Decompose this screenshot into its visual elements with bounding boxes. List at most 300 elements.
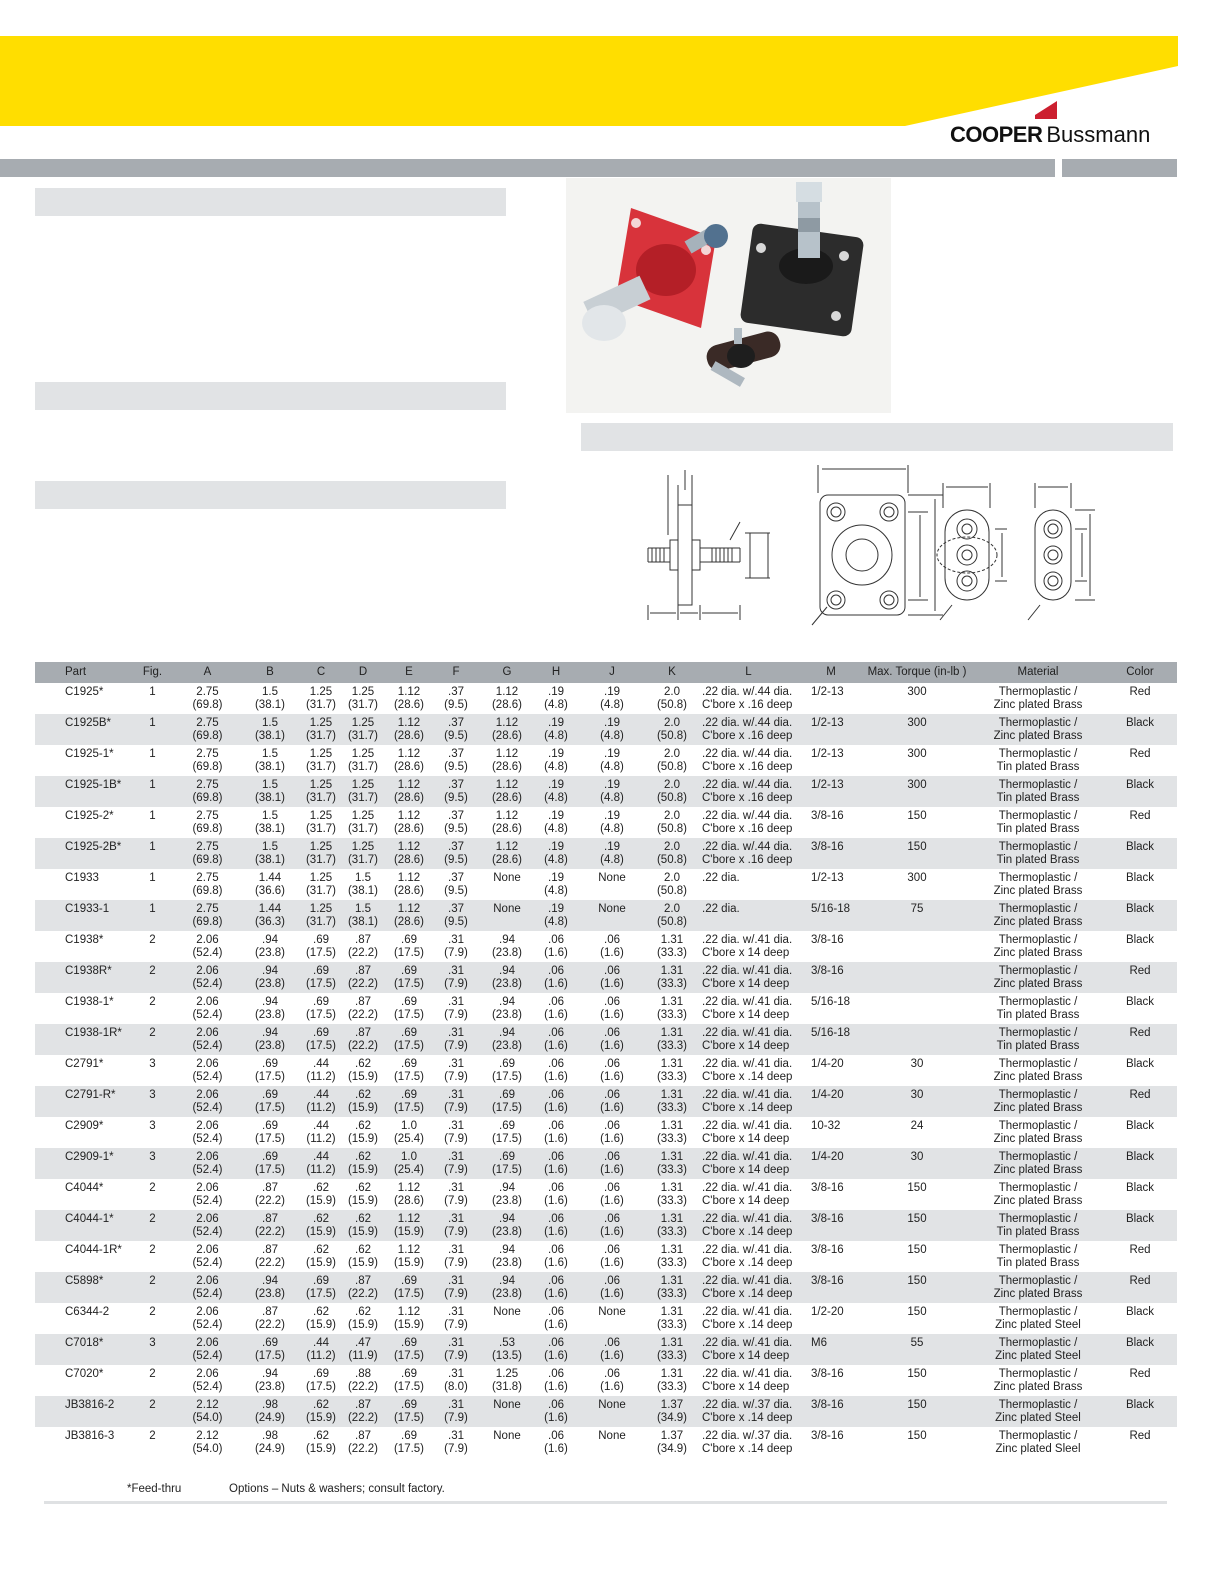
cell-fig [130, 1272, 175, 1303]
cell-mat [973, 869, 1103, 900]
cell-l-value: .22 dia. [702, 903, 740, 915]
cell-c [300, 838, 342, 869]
cell-f-value: .31 [448, 1027, 464, 1039]
cell-torque-value: 55 [910, 1337, 924, 1349]
cell-color [1103, 714, 1177, 745]
cell-m [801, 776, 861, 807]
header-gray-bar [0, 159, 1055, 177]
cell-b-value: .69 [262, 1058, 278, 1070]
cell-e-secondary: (17.5) [393, 1102, 425, 1114]
cell-k [648, 962, 696, 993]
cell-d-value: .87 [355, 996, 371, 1008]
cell-f [434, 1396, 478, 1427]
cell-d [342, 993, 384, 1024]
column-header: K [648, 662, 696, 683]
cell-l [696, 683, 801, 714]
cell-d-secondary: (15.9) [347, 1071, 379, 1083]
cell-a [175, 869, 240, 900]
cell-mat-value: Thermoplastic / [998, 1213, 1078, 1225]
cell-a-secondary: (69.8) [192, 854, 223, 866]
table-row [35, 1396, 1177, 1427]
cell-a-secondary: (52.4) [192, 978, 223, 990]
cell-k [648, 807, 696, 838]
cell-d-value: .62 [355, 1213, 371, 1225]
cell-j-value: .06 [604, 1275, 620, 1287]
cell-h-value: .06 [548, 1399, 564, 1411]
cell-e-secondary: (28.6) [393, 699, 425, 711]
cell-d [342, 1272, 384, 1303]
cell-f-secondary: (7.9) [444, 1133, 468, 1145]
cell-a [175, 683, 240, 714]
cell-d-secondary: (31.7) [347, 761, 379, 773]
cell-e [384, 1024, 434, 1055]
cell-color-value: Black [1125, 1151, 1155, 1163]
cell-c-secondary: (17.5) [305, 1381, 337, 1393]
cell-d-secondary: (22.2) [347, 1288, 379, 1300]
cell-e-value: 1.12 [397, 1306, 421, 1318]
cell-k-value: 2.0 [664, 748, 680, 760]
cell-d-secondary: (15.9) [347, 1102, 379, 1114]
cell-f-secondary: (7.9) [444, 1164, 468, 1176]
cell-g-value: .53 [499, 1337, 515, 1349]
cell-a [175, 1179, 240, 1210]
cell-h-secondary: (1.6) [544, 1257, 568, 1269]
cell-h-secondary: (1.6) [544, 1040, 568, 1052]
cell-a-value: 2.75 [196, 903, 219, 915]
cell-fig [130, 1024, 175, 1055]
cell-b [240, 1365, 300, 1396]
cell-j-value: .19 [604, 810, 620, 822]
cell-fig [130, 807, 175, 838]
cell-b-value: 1.5 [262, 748, 278, 760]
cell-a-value: 2.06 [196, 1306, 219, 1318]
cell-c-value: 1.25 [309, 686, 333, 698]
cell-e-secondary: (17.5) [393, 1443, 425, 1455]
cell-fig [130, 838, 175, 869]
cell-g [478, 993, 536, 1024]
cell-h-secondary: (1.6) [544, 1350, 568, 1362]
cell-torque-value: 30 [910, 1151, 924, 1163]
cell-e-secondary: (28.6) [393, 823, 425, 835]
cell-f-value: .31 [448, 996, 464, 1008]
cell-torque [861, 683, 973, 714]
cell-g-value: .69 [499, 1058, 515, 1070]
cell-m-value: 5/16-18 [811, 1027, 851, 1039]
cell-l [696, 1396, 801, 1427]
cell-c-secondary: (17.5) [305, 947, 337, 959]
cell-c [300, 1241, 342, 1272]
table-row [35, 1086, 1177, 1117]
cell-k-secondary: (33.3) [656, 1319, 688, 1331]
cell-f-value: .31 [448, 1213, 464, 1225]
cell-d-value: .62 [355, 1244, 371, 1256]
cell-e-secondary: (25.4) [393, 1133, 425, 1145]
cell-h [536, 1272, 576, 1303]
cell-b-value: .94 [262, 1027, 278, 1039]
cell-d [342, 745, 384, 776]
cell-a [175, 1334, 240, 1365]
cell-b [240, 683, 300, 714]
cell-color-value: Red [1129, 1275, 1151, 1287]
cell-g [478, 931, 536, 962]
cell-fig [130, 931, 175, 962]
cell-mat-secondary: Tin plated Brass [996, 1226, 1080, 1238]
cell-torque [861, 1117, 973, 1148]
cell-e-value: .69 [401, 1368, 417, 1380]
cell-h-value: .06 [548, 1182, 564, 1194]
cell-mat-secondary: Zinc plated Brass [993, 1195, 1083, 1207]
cell-a [175, 1148, 240, 1179]
cell-g-value: 1.12 [495, 810, 519, 822]
table-row [35, 1024, 1177, 1055]
cell-j-secondary: (4.8) [600, 761, 624, 773]
cell-e-value: 1.12 [397, 903, 421, 915]
cell-torque-value: 150 [907, 1368, 927, 1380]
cell-g-secondary: (28.6) [491, 730, 523, 742]
cell-j-secondary: (1.6) [600, 1226, 624, 1238]
table-row [35, 1148, 1177, 1179]
cell-a-secondary: (52.4) [192, 1257, 223, 1269]
cell-k-value: 1.31 [660, 1151, 684, 1163]
cell-mat-value: Thermoplastic / [998, 1151, 1078, 1163]
cell-mat-value: Thermoplastic / [998, 810, 1078, 822]
cell-part-value: C1925* [65, 686, 104, 698]
cell-g-value: 1.12 [495, 841, 519, 853]
cell-c-secondary: (15.9) [305, 1195, 337, 1207]
cell-k-value: 2.0 [664, 841, 680, 853]
cell-e-secondary: (28.6) [393, 761, 425, 773]
side-view-drawing [648, 470, 770, 620]
cell-mat-secondary: Zinc plated Steel [995, 1319, 1081, 1331]
cell-g [478, 1210, 536, 1241]
cell-f [434, 1272, 478, 1303]
cell-h-value: .06 [548, 1058, 564, 1070]
cell-color [1103, 1396, 1177, 1427]
cell-k-value: 1.31 [660, 1027, 684, 1039]
cell-g [478, 776, 536, 807]
cell-c-secondary: (15.9) [305, 1226, 337, 1238]
cell-c-value: .62 [313, 1399, 329, 1411]
cell-l-value: .22 dia. [702, 872, 740, 884]
cell-d [342, 1427, 384, 1458]
cell-mat-secondary: Zinc plated Brass [993, 885, 1083, 897]
cell-g-secondary: (23.8) [491, 1226, 523, 1238]
cell-m [801, 1148, 861, 1179]
cell-a-secondary: (52.4) [192, 1102, 223, 1114]
cell-part [35, 1117, 130, 1148]
cell-c-value: .69 [313, 1275, 329, 1287]
cell-b [240, 1117, 300, 1148]
cell-g [478, 1055, 536, 1086]
column-header: Material [973, 662, 1103, 683]
column-header: Color [1103, 662, 1177, 683]
cell-b [240, 745, 300, 776]
cell-f [434, 1179, 478, 1210]
cell-b [240, 962, 300, 993]
cell-g [478, 1179, 536, 1210]
cell-g [478, 807, 536, 838]
cell-j-value: .06 [604, 996, 620, 1008]
cell-j [576, 1210, 648, 1241]
cell-g-value: None [493, 1399, 521, 1411]
cell-l-secondary: C'bore x .14 deep [702, 1257, 793, 1269]
cell-color [1103, 745, 1177, 776]
footnote-options: Options – Nuts & washers; consult factory. [229, 1483, 445, 1495]
cell-f-value: .37 [448, 841, 464, 853]
cell-h [536, 1241, 576, 1272]
cell-m [801, 993, 861, 1024]
cell-part [35, 1427, 130, 1458]
cell-part [35, 838, 130, 869]
cell-torque [861, 776, 973, 807]
dimension-drawings [640, 455, 1120, 635]
cell-j [576, 1086, 648, 1117]
cell-m-value: 3/8-16 [811, 1399, 844, 1411]
cell-mat [973, 1272, 1103, 1303]
cell-a-secondary: (69.8) [192, 916, 223, 928]
cell-d-secondary: (15.9) [347, 1164, 379, 1176]
cell-mat-value: Thermoplastic / [998, 903, 1078, 915]
cell-torque-value: 300 [907, 717, 927, 729]
cell-k-secondary: (50.8) [656, 854, 688, 866]
cell-k [648, 1148, 696, 1179]
cell-e-value: 1.0 [401, 1151, 417, 1163]
cell-m-value: 3/8-16 [811, 965, 844, 977]
cell-mat-value: Thermoplastic / [998, 1058, 1078, 1070]
cell-b [240, 993, 300, 1024]
cell-l-secondary: C'bore x 14 deep [702, 1195, 790, 1207]
cell-fig [130, 745, 175, 776]
cell-e [384, 1334, 434, 1365]
cell-color-value: Red [1129, 1027, 1151, 1039]
cell-mat [973, 1086, 1103, 1117]
cell-a-secondary: (69.8) [192, 792, 223, 804]
cell-fig-value: 1 [149, 810, 156, 822]
cell-fig-value: 3 [149, 1058, 156, 1070]
cell-part-value: C1933 [65, 872, 99, 884]
cell-f-value: .31 [448, 1058, 464, 1070]
cell-e [384, 1303, 434, 1334]
cell-c [300, 1272, 342, 1303]
cell-mat-value: Thermoplastic / [998, 965, 1078, 977]
cell-a-value: 2.06 [196, 1089, 219, 1101]
cell-c-secondary: (17.5) [305, 1040, 337, 1052]
table-row [35, 1427, 1177, 1458]
cell-c [300, 1086, 342, 1117]
cell-g [478, 1241, 536, 1272]
cell-k-value: 1.31 [660, 1337, 684, 1349]
cell-part [35, 1055, 130, 1086]
cell-l-value: .22 dia. w/.41 dia. [702, 965, 793, 977]
cell-f-secondary: (7.9) [444, 978, 468, 990]
cell-mat-secondary: Tin plated Brass [996, 854, 1080, 866]
cell-b [240, 931, 300, 962]
cell-f-secondary: (9.5) [444, 823, 468, 835]
cell-e [384, 962, 434, 993]
cell-k-secondary: (50.8) [656, 823, 688, 835]
cell-h-value: .06 [548, 996, 564, 1008]
cell-mat-secondary: Zinc plated Brass [993, 1133, 1083, 1145]
cell-f-secondary: (9.5) [444, 699, 468, 711]
cell-c-value: .62 [313, 1306, 329, 1318]
cell-c [300, 1396, 342, 1427]
cell-c-value: .62 [313, 1244, 329, 1256]
cell-part-value: C1925B* [65, 717, 112, 729]
cell-e-value: 1.0 [401, 1120, 417, 1132]
column-header: F [434, 662, 478, 683]
cell-c-value: 1.25 [309, 748, 333, 760]
table-row [35, 900, 1177, 931]
cell-b-value: .87 [262, 1306, 278, 1318]
cell-mat [973, 1210, 1103, 1241]
cell-part-value: C2909* [65, 1120, 104, 1132]
cell-k [648, 745, 696, 776]
cell-c-secondary: (15.9) [305, 1257, 337, 1269]
cell-b [240, 1086, 300, 1117]
cell-fig-value: 2 [149, 1244, 156, 1256]
cell-l-value: .22 dia. w/.37 dia. [702, 1399, 793, 1411]
cell-part-value: C2909-1* [65, 1151, 114, 1163]
column-header: G [478, 662, 536, 683]
column-header: L [696, 662, 801, 683]
cell-part-value: C7018* [65, 1337, 104, 1349]
cell-e-value: 1.12 [397, 1213, 421, 1225]
cell-g-secondary: (17.5) [491, 1102, 523, 1114]
cell-mat-value: Thermoplastic / [998, 841, 1078, 853]
cell-h-value: .19 [548, 810, 564, 822]
section-bar-specifications [35, 481, 506, 509]
cell-g [478, 1303, 536, 1334]
cell-part [35, 900, 130, 931]
cell-fig [130, 1179, 175, 1210]
cell-c-value: .69 [313, 965, 329, 977]
cell-c-value: 1.25 [309, 717, 333, 729]
cell-f-value: .31 [448, 1399, 464, 1411]
cell-d [342, 1148, 384, 1179]
cell-g-value: .94 [499, 934, 515, 946]
cell-k-secondary: (50.8) [656, 916, 688, 928]
cell-d-secondary: (11.9) [348, 1350, 378, 1362]
cell-f [434, 714, 478, 745]
cell-c-secondary: (17.5) [305, 1288, 337, 1300]
cell-b-secondary: (23.8) [254, 1381, 286, 1393]
cell-a-secondary: (52.4) [192, 1164, 223, 1176]
cell-a-secondary: (52.4) [192, 1350, 223, 1362]
cell-b [240, 1024, 300, 1055]
cell-fig [130, 1148, 175, 1179]
cell-m-value: 1/2-13 [811, 779, 844, 791]
cell-mat-value: Thermoplastic / [998, 717, 1078, 729]
cell-fig-value: 2 [149, 1275, 156, 1287]
cell-mat-secondary: Zinc plated Sleel [995, 1443, 1081, 1455]
cell-c-value: 1.25 [309, 841, 333, 853]
cell-l [696, 1241, 801, 1272]
cell-l [696, 776, 801, 807]
cell-c-value: .44 [313, 1151, 329, 1163]
cell-k-secondary: (33.3) [656, 1257, 688, 1269]
cell-l [696, 1210, 801, 1241]
cell-d [342, 1086, 384, 1117]
cell-a [175, 838, 240, 869]
cell-j-secondary: (1.6) [600, 1164, 624, 1176]
cell-part-value: C1933-1 [65, 903, 110, 915]
cell-d-value: .62 [355, 1306, 371, 1318]
cell-c-value: .44 [313, 1058, 329, 1070]
cell-j-secondary: (1.6) [600, 978, 624, 990]
cell-a [175, 714, 240, 745]
cell-fig [130, 1365, 175, 1396]
cell-j [576, 683, 648, 714]
cell-k-secondary: (33.3) [656, 1071, 688, 1083]
cell-k-value: 1.31 [660, 1058, 684, 1070]
cell-k-value: 1.31 [660, 996, 684, 1008]
cell-b-value: .69 [262, 1337, 278, 1349]
cell-b-secondary: (38.1) [254, 792, 286, 804]
cell-k-value: 1.31 [660, 1244, 684, 1256]
cell-torque-value: 24 [910, 1120, 924, 1132]
cell-a-value: 2.06 [196, 996, 219, 1008]
table-row [35, 1055, 1177, 1086]
cell-k [648, 931, 696, 962]
cell-j-value: None [598, 1306, 626, 1318]
cell-e [384, 838, 434, 869]
cell-fig-value: 2 [149, 1213, 156, 1225]
cell-b [240, 1179, 300, 1210]
cell-f [434, 838, 478, 869]
cell-part [35, 1365, 130, 1396]
cell-a-value: 2.06 [196, 1213, 219, 1225]
cell-l-secondary: C'bore x 14 deep [702, 1350, 790, 1362]
cell-fig [130, 1055, 175, 1086]
cell-j-value: .06 [604, 1120, 620, 1132]
cell-mat-secondary: Zinc plated Steel [995, 1412, 1081, 1424]
cell-torque [861, 869, 973, 900]
cell-j-secondary: (1.6) [600, 1350, 624, 1362]
cell-h-value: .19 [548, 686, 564, 698]
cell-fig-value: 2 [149, 1430, 156, 1442]
cell-c-value: 1.25 [309, 872, 333, 884]
cell-b-secondary: (24.9) [254, 1412, 286, 1424]
cell-k [648, 1396, 696, 1427]
cell-e-secondary: (17.5) [393, 1009, 425, 1021]
cell-color-value: Red [1129, 748, 1151, 760]
cell-mat-value: Thermoplastic / [998, 1337, 1078, 1349]
cell-d [342, 776, 384, 807]
cell-f [434, 683, 478, 714]
cell-f [434, 1148, 478, 1179]
cell-f [434, 1086, 478, 1117]
cell-mat-secondary: Tin plated Brass [996, 1257, 1080, 1269]
cell-color-value: Black [1125, 903, 1155, 915]
section-bar-features [35, 382, 506, 410]
cell-d-secondary: (22.2) [347, 1040, 379, 1052]
cell-a-value: 2.06 [196, 1275, 219, 1287]
cell-l [696, 1117, 801, 1148]
cell-a-secondary: (69.8) [192, 761, 223, 773]
cell-f [434, 1365, 478, 1396]
cell-k-secondary: (33.3) [656, 1226, 688, 1238]
cell-h [536, 1179, 576, 1210]
cell-h [536, 1148, 576, 1179]
cell-l-value: .22 dia. w/.41 dia. [702, 1151, 793, 1163]
cell-torque-value: 150 [907, 1213, 927, 1225]
cell-d-value: .62 [355, 1182, 371, 1194]
brand-logo [950, 122, 1178, 152]
cell-fig [130, 1086, 175, 1117]
cell-f [434, 1241, 478, 1272]
cell-c-secondary: (11.2) [306, 1102, 336, 1114]
cell-c-secondary: (31.7) [305, 885, 337, 897]
